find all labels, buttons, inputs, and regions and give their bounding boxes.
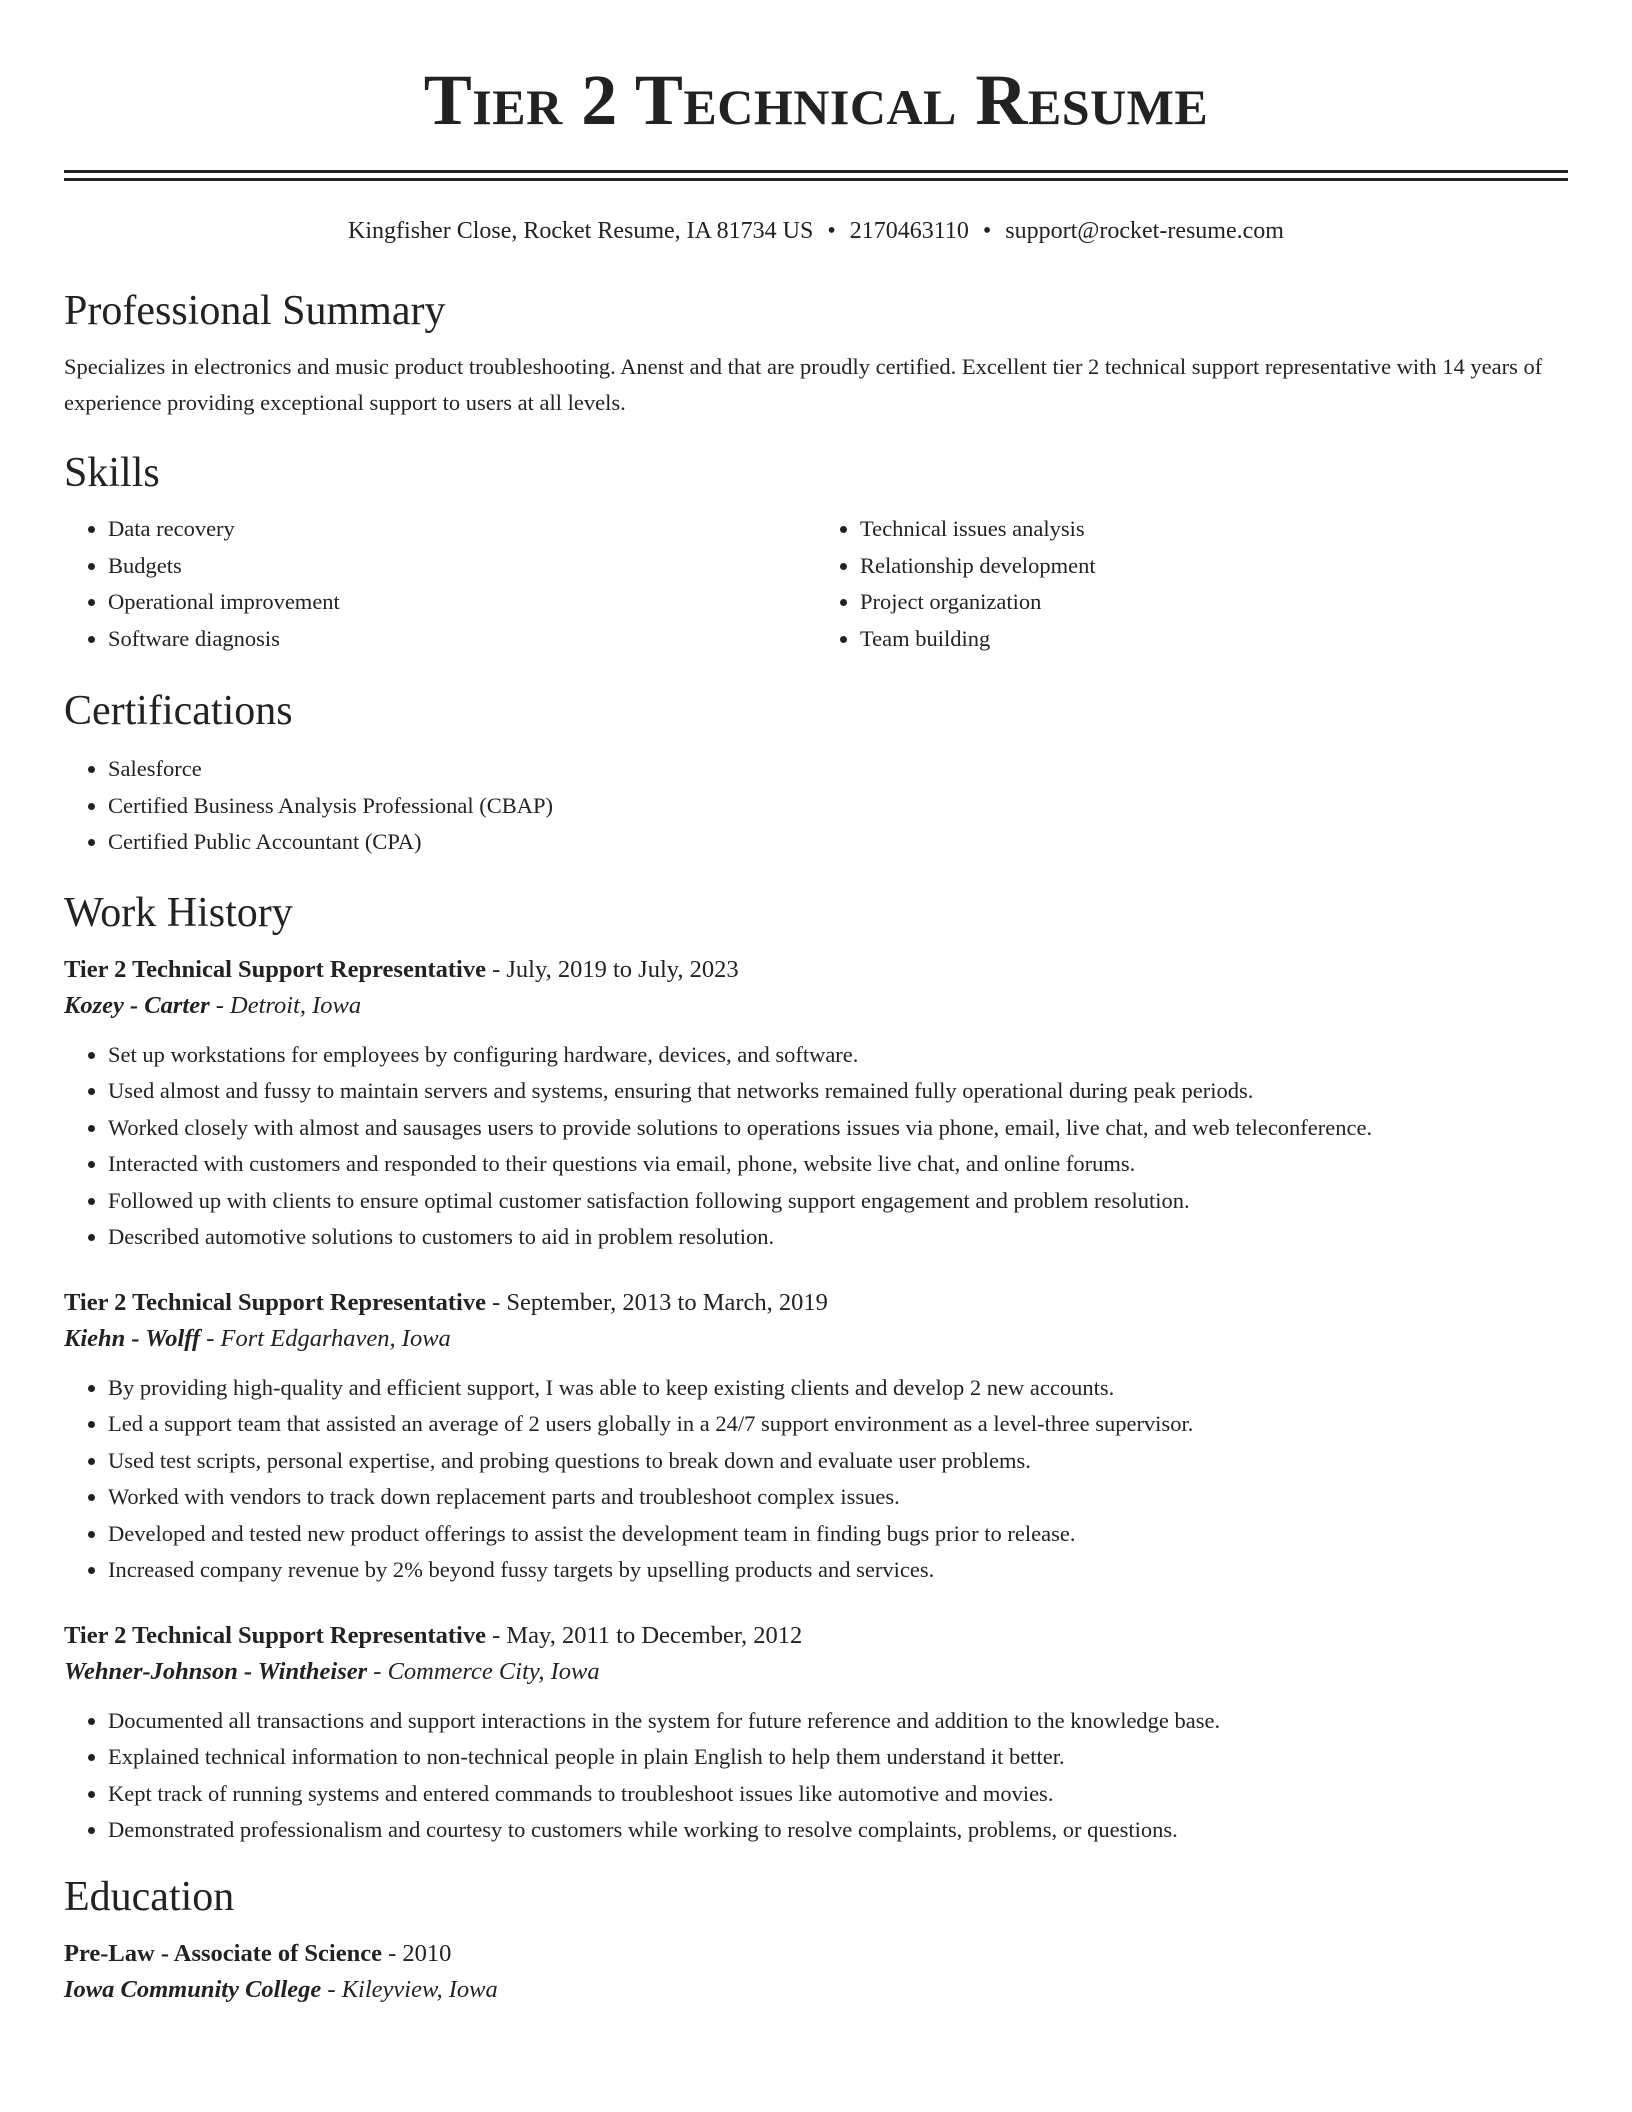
summary-text: Specializes in electronics and music product troubleshooting. Anenst and that are proudly certified. Excellent tier 2 technical support representative with 14 years of experience providing exceptional support to users at all levels. (64, 354, 1543, 415)
job-dates: - July, 2019 to July, 2023 (485, 955, 739, 983)
job-dates: - May, 2011 to December, 2012 (485, 1621, 803, 1649)
skills-list-right (816, 511, 1568, 657)
job-company: Wehner-Johnson - Wintheiser (64, 1657, 368, 1685)
job-entry (64, 953, 1568, 1256)
skill-item: • Software diagnosis (108, 621, 816, 658)
skill-item: • Operational improvement (108, 584, 816, 621)
education-location: - Kileyview, Iowa (321, 1975, 498, 2003)
job-entry (64, 1286, 1568, 1589)
job-bullet: • By providing high-quality and efficient support, I was able to keep existing clients and develop 2 new accounts. (108, 1370, 1568, 1407)
job-bullet: • Developed and tested new product offerings to assist the development team in finding bugs prior to release. (108, 1516, 1568, 1553)
job-bullets (64, 1703, 1568, 1849)
job-bullet: • Documented all transactions and support interactions in the system for future reference and addition to the knowledge base. (108, 1703, 1568, 1740)
job-bullet: • Set up workstations for employees by configuring hardware, devices, and software. (108, 1037, 1568, 1074)
contact-email: support@rocket-resume.com (1005, 218, 1284, 244)
job-location: - Commerce City, Iowa (367, 1657, 600, 1685)
skill-item: • Project organization (860, 584, 1568, 621)
title-divider (64, 170, 1568, 181)
education-heading: Education (64, 1873, 235, 1920)
summary-heading: Professional Summary (64, 288, 446, 334)
skill-item: • Budgets (108, 548, 816, 585)
education-school: Iowa Community College (64, 1975, 322, 2003)
job-bullets (64, 1037, 1568, 1256)
job-bullet: • Explained technical information to non-technical people in plain English to help them understand it better. (108, 1739, 1568, 1776)
job-bullet: • Worked with vendors to track down replacement parts and troubleshoot complex issues. (108, 1479, 1568, 1516)
job-bullet: • Led a support team that assisted an average of 2 users globally in a 24/7 support environment as a level-three supervisor. (108, 1406, 1568, 1443)
skills-list-left (64, 511, 816, 657)
job-location: - Detroit, Iowa (209, 991, 362, 1019)
skills-grid (64, 511, 1568, 657)
job-bullet: • Described automotive solutions to customers to aid in problem resolution. (108, 1219, 1568, 1256)
skills-heading: Skills (64, 450, 160, 496)
resume-title: Tier 2 Technical Resume (423, 60, 1209, 140)
job-bullet: • Worked closely with almost and sausages users to provide solutions to operations issues via phone, email, live chat, and web teleconference. (108, 1110, 1568, 1147)
job-bullet: • Interacted with customers and responded to their questions via email, phone, website live chat, and online forums. (108, 1146, 1568, 1183)
education-year: - 2010 (381, 1939, 452, 1967)
job-title-line (64, 953, 1568, 987)
education-entry (64, 1937, 1568, 2009)
job-dates: - September, 2013 to March, 2019 (485, 1288, 828, 1316)
skill-item: • Data recovery (108, 511, 816, 548)
job-location: - Fort Edgarhaven, Iowa (200, 1324, 451, 1352)
job-company: Kiehn - Wolff (64, 1324, 201, 1352)
skill-item: • Team building (860, 621, 1568, 658)
job-bullet: • Followed up with clients to ensure optimal customer satisfaction following support engagement and problem resolution. (108, 1183, 1568, 1220)
summary-section (64, 285, 1568, 421)
work-history-section (64, 887, 1568, 1849)
job-bullet: • Increased company revenue by 2% beyond fussy targets by upselling products and services. (108, 1552, 1568, 1589)
certifications-section (64, 685, 1568, 861)
contact-phone: 2170463110 (849, 218, 969, 244)
job-title: Tier 2 Technical Support Representative (64, 1288, 486, 1316)
work-history-heading: Work History (64, 889, 293, 936)
job-bullet: • Kept track of running systems and entered commands to troubleshoot issues like automotive and movies. (108, 1776, 1568, 1813)
education-degree-line (64, 1937, 1568, 1971)
certification-item: • Salesforce (108, 751, 1568, 788)
job-bullet: • Used test scripts, personal expertise, and probing questions to break down and evaluate user problems. (108, 1443, 1568, 1480)
job-bullet: • Used almost and fussy to maintain servers and systems, ensuring that networks remained fully operational during peak periods. (108, 1073, 1568, 1110)
education-section (64, 1871, 1568, 2009)
job-title-line (64, 1619, 1568, 1653)
job-entry (64, 1619, 1568, 1849)
job-title: Tier 2 Technical Support Representative (64, 955, 486, 983)
job-company-line (64, 1320, 1568, 1358)
job-company: Kozey - Carter (64, 991, 210, 1019)
job-bullet: • Demonstrated professionalism and courtesy to customers while working to resolve complaints, problems, or questions. (108, 1812, 1568, 1849)
certification-item: • Certified Business Analysis Professional (CBAP) (108, 788, 1568, 825)
job-title-line (64, 1286, 1568, 1320)
contact-address: Kingfisher Close, Rocket Resume, IA 81734 US (348, 218, 814, 244)
education-degree: Pre-Law - Associate of Science (64, 1939, 382, 1967)
contact-separator: • (982, 218, 992, 244)
certifications-heading: Certifications (64, 688, 293, 734)
job-title: Tier 2 Technical Support Representative (64, 1621, 486, 1649)
certifications-list (64, 751, 1568, 861)
job-bullets (64, 1370, 1568, 1589)
skills-section (64, 447, 1568, 657)
contact-separator: • (827, 218, 836, 244)
education-school-line (64, 1971, 1568, 2009)
job-company-line (64, 1653, 1568, 1691)
certification-item: • Certified Public Accountant (CPA) (108, 824, 1568, 861)
skill-item: • Relationship development (860, 548, 1568, 585)
skill-item: • Technical issues analysis (860, 511, 1568, 548)
contact-line (64, 215, 1568, 247)
job-company-line (64, 987, 1568, 1025)
